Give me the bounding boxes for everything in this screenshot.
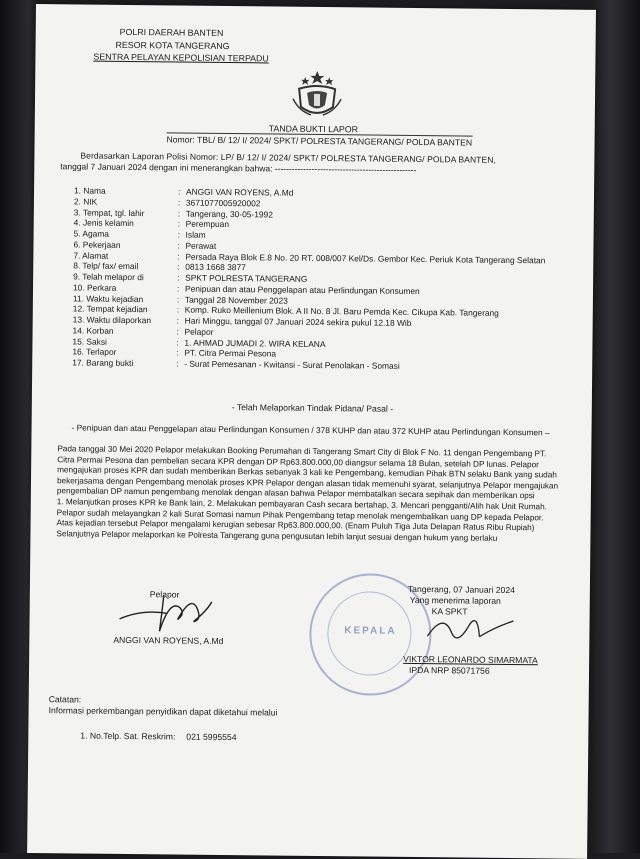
field-value: - Surat Pemesanan - Kwitansi - Surat Penolakan - Somasi [184,358,400,371]
field-value: Tangerang, 30-05-1992 [185,208,273,219]
intro-line-1: Berdasarkan Laporan Polisi Nomor: LP/ B/ 12/ I/ 2024/ SPKT/ POLRESTA TANGERANG/ POLDA BANTEN, [80,150,497,165]
document-title: TANDA BUKTI LAPOR [268,123,359,135]
narrative-line: 1. Melanjutkan proses KPR ke Bank lain, 2. Melakukan pembayaran Cash secara bertahap, 3. Mencari pengganti/Alih hak Unit Rumah. [56,497,547,512]
field-value: Perawat [185,240,217,251]
field-value: 1. AHMAD JUMADI 2. WIRA KELANA [184,337,326,349]
field-label: 14. Korban [72,325,114,336]
narrative-line: bekerjasama dengan Pengembang menolak proses KPR Pelapor dengan alasan tidak memenuhi syarat, selanjutnya Pelapor mengajukan [56,476,559,491]
reporter-name: ANGGI VAN ROYENS, A.Md [113,634,224,646]
official-stamp-icon: KEPALA [309,573,432,696]
field-colon: : [176,358,179,369]
field-value: Hari Minggu, tanggal 07 Januari 2024 sekira pukul 12.18 Wib [184,315,412,328]
field-label: 11. Waktu kejadian [72,292,144,304]
receiver-role-2: KA SPKT [431,606,468,617]
field-label: 10. Perkara [72,282,117,293]
field-colon: : [177,261,180,272]
field-colon: : [176,304,180,315]
document-number: Nomor: TBL/ B/ 12/ I/ 2024/ SPKT/ POLRESTA TANGERANG/ POLDA BANTEN [166,134,473,148]
receiver-name: VIKTOR LEONARDO SIMARMATA [403,653,538,666]
article-line: - Penipuan dan atau Penggelapan atau Perlindungan Konsumen / 378 KUHP dan atau 372 KUHP atau Perlindungan Konsumen – [71,422,550,438]
header-line-2: RESOR KOTA TANGERANG [115,39,230,52]
intro-line-2: tanggal 7 Januari 2024 dengan ini menerangkan bahwa: -------------------------------------------------- [60,161,417,175]
reporter-signature-icon [111,579,232,636]
field-label: 16. Terlapor [72,346,117,358]
notes-phone-label: 1. No.Telp. Sat. Reskrim: [80,730,176,742]
field-colon: : [177,240,180,251]
field-value: PT. Citra Permai Pesona [184,347,277,359]
receiver-place-date: Tangerang, 07 Januari 2024 [407,583,515,596]
field-colon: : [176,283,180,294]
reporter-role: Pelapor [149,589,180,600]
police-report-document [27,4,596,859]
field-value: Islam [185,229,206,240]
field-value: 3671077005920002 [185,197,261,209]
field-value: Komp. Ruko Meillenium Blok. A II No. 8 Jl. Baru Pemda Kec. Cikupa Kab. Tangerang [184,304,499,319]
header-line-1: POLRI DAERAH BANTEN [119,26,224,38]
field-value: SPKT POLRESTA TANGERANG [185,272,308,284]
field-colon: : [176,336,179,348]
notes-phone: 021 5995554 [186,731,237,743]
field-colon: : [177,250,180,262]
field-label: 12. Tempat kejadian [72,303,148,315]
header-line-3: SENTRA PELAYAN KEPOLISIAN TERPADU [93,51,269,64]
field-value: Tanggal 28 November 2023 [184,294,288,306]
polri-emblem-icon [289,69,346,122]
field-value: Pelapor [184,326,214,337]
notes-line: Informasi perkembangan penyidikan dapat diketahui melalui [48,705,278,718]
field-value: ANGGI VAN ROYENS, A.Md [185,186,294,198]
field-label: 9. Telah melapor di [73,271,144,283]
field-colon: : [177,218,181,229]
field-label: 15. Saksi [72,335,107,347]
field-label: 8. Telp/ fax/ email [73,260,139,272]
field-label: 2. NIK [73,196,98,207]
narrative-line: Selanjutnya Pelapor melaporkan ke Polresta Tangerang guna pengusutan lebih lanjut sesuai dengan hukum yang berlaku [56,529,498,543]
field-label: 5. Agama [73,228,110,239]
field-value: Perempuan [185,218,230,230]
field-label: 6. Pekerjaan [73,239,121,250]
narrative-line: Pelapor sudah melayangkan 2 kali Surat Somasi namun Pihak Pengembang tetap menolak mengembalikan uang DP kepada Pelapor. [56,507,544,522]
field-value: Penipuan dan atau Penggelapan atau Perlindungan Konsumen [184,283,420,296]
field-colon: : [177,207,181,219]
car-seat-right [592,0,640,853]
reported-heading: - Telah Melaporkan Tindak Pidana/ Pasal - [231,402,394,414]
field-label: 7. Alamat [73,249,109,261]
narrative-line: pengembalian DP namun pengembang menolak dengan alasan bahwa Pelapor membatalkan secara sepihak dan memberikan opsi [56,486,535,501]
field-label: 1. Nama [73,185,106,196]
narrative-line: Citra Permai Pesona dan pembelian secara KPR dengan DP Rp63.800.000,00 diangsur selama 18 Bulan, setelah DP lunas. Pelapor [57,454,539,469]
field-colon: : [176,347,179,358]
field-colon: : [176,293,180,305]
receiver-signature-icon [417,606,527,651]
field-value: Persada Raya Blok E.8 No. 20 RT. 008/007 Kel/Ds. Gembor Kec. Periuk Kota Tangerang Selatan [185,251,546,265]
field-colon: : [177,186,181,197]
field-value: 0813 1668 3877 [185,261,246,273]
field-label: 3. Tempat, tgl. lahir [73,206,145,218]
field-colon: : [176,326,179,337]
receiver-role-1: Yang menerima laporan [409,594,501,606]
notes-heading: Catatan: [48,694,82,705]
narrative-line: Pada tanggal 30 Mei 2020 Pelapor melakukan Booking Perumahan di Tangerang Smart City di Blok F No. 11 dengan Pengembang PT. [57,444,547,459]
field-colon: : [177,197,181,208]
narrative-line: Atas kejadian tersebut Pelapor mengalami kerugian sebesar Rp63.800.000,00. (Enam Puluh Tiga Juta Delapan Ratus Ribu Rupiah) [56,518,535,533]
field-label: 13. Waktu dilaporkan [72,314,152,326]
field-label: 4. Jenis kelamin [73,217,134,229]
field-colon: : [176,315,180,326]
narrative-line: mengajukan proses KPR dan sudah memberikan Berkas sebanyak 3 kali ke Pengembang, kemudian Pihak BTN selaku Bank yang sudah [57,465,557,480]
receiver-rank: IPDA NRP 85071756 [408,664,490,676]
field-label: 17. Barang bukti [72,357,134,369]
field-colon: : [177,272,180,283]
field-colon: : [177,229,180,240]
